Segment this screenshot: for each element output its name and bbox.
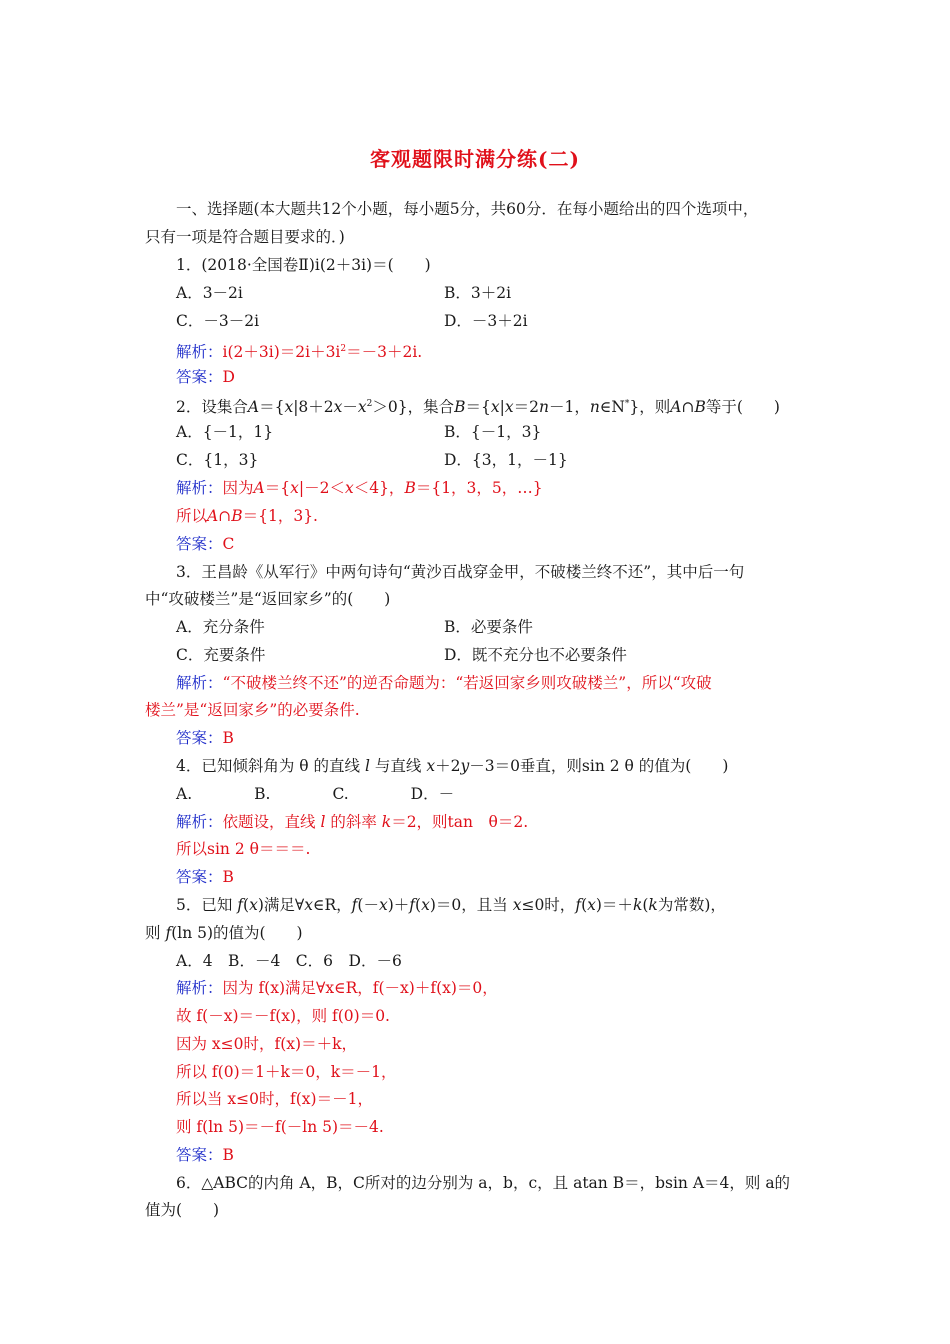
q1-answer-value: D: [222, 368, 235, 386]
answer-label: 答案：: [176, 368, 223, 386]
q5-stem-1: 5．已知 f(x)满足∀x∈R，f(－x)＋f(x)＝0，且当 x≤0时，f(x)＝＋k(k为常数)，: [176, 896, 726, 914]
q2-option-c: C．{1，3}: [176, 451, 259, 469]
q4-answer: 答案：B: [176, 868, 234, 886]
q5-answer: 答案：B: [176, 1146, 234, 1164]
q5-analysis-6: 则 f(ln 5)＝－f(－ln 5)＝－4.: [176, 1118, 384, 1136]
q5-stem-2: 则 f(ln 5)的值为( ): [145, 924, 303, 942]
section-intro-line-1: 一、选择题(本大题共12个小题，每小题5分，共60分．在每小题给出的四个选项中，: [176, 200, 759, 218]
q3-stem-2: 中“攻破楼兰”是“返回家乡”的( ): [145, 590, 391, 608]
q2-answer: 答案：C: [176, 535, 235, 553]
q3-answer: 答案：B: [176, 729, 234, 747]
q1-option-a: A．3－2i: [176, 284, 243, 302]
section-intro-line-2: 只有一项是符合题目要求的．): [145, 228, 345, 246]
q3-analysis-2: 楼兰”是“返回家乡”的必要条件.: [145, 701, 360, 719]
q2-option-a: A．{－1，1}: [176, 423, 274, 441]
q1-option-d: D．－3＋2i: [444, 312, 528, 330]
q2-analysis-2: 所以A∩B＝{1，3}.: [176, 507, 318, 525]
q6-stem-2: 值为( ): [145, 1201, 220, 1219]
q3-option-a: A．充分条件: [176, 618, 265, 636]
q2-analysis-1: 解析：因为A＝{x|－2＜x＜4}，B＝{1，3，5，…}: [176, 479, 543, 497]
q1-stem: 1．(2018·全国卷Ⅱ)i(2＋3i)＝( ): [176, 256, 431, 274]
q5-analysis-5: 所以当 x≤0时，f(x)＝－1，: [176, 1090, 373, 1108]
q5-analysis-2: 故 f(－x)＝－f(x)，则 f(0)＝0.: [176, 1007, 390, 1025]
q1-analysis: [176, 338, 422, 363]
q5-analysis-3: 因为 x≤0时，f(x)＝＋k，: [176, 1035, 357, 1053]
q3-analysis-1: 解析：“不破楼兰终不还”的逆否命题为：“若返回家乡则攻破楼兰”，所以“攻破: [176, 674, 712, 692]
q1-option-b: B．3＋2i: [444, 284, 512, 302]
q2-option-d: D．{3，1，－1}: [444, 451, 568, 469]
q3-option-b: B．必要条件: [444, 618, 533, 636]
q1-answer: [176, 366, 235, 388]
q1-analysis-text: i(2＋3i)＝2i＋3i: [222, 343, 341, 362]
q2-stem: 2．设集合$A=\{x|8+2x-x^2>0\}$，集合B＝{x|x＝2n－1，n∈N*}，则A∩B等于( ): [176, 398, 780, 417]
q6-stem-1: 6．△ABC的内角 A，B，C所对的边分别为 a，b，c，且 atan B＝，bsin A＝4，则 a的: [176, 1174, 791, 1192]
analysis-label: 解析：: [176, 343, 223, 362]
q3-option-d: D．既不充分也不必要条件: [444, 646, 627, 664]
q3-option-c: C．充要条件: [176, 646, 266, 664]
q4-stem: 4．已知倾斜角为 θ 的直线 l 与直线 x＋2y－3＝0垂直，则sin 2 θ 的值为( ): [176, 757, 729, 775]
page-title: 客观题限时满分练(二): [370, 147, 580, 171]
q1-analysis-text-2: ＝－3＋2i.: [346, 343, 423, 362]
q1-analysis-sup: 2: [340, 344, 347, 354]
q4-analysis-2: 所以sin 2 θ＝＝＝.: [176, 840, 311, 858]
q3-stem-1: 3．王昌龄《从军行》中两句诗句“黄沙百战穿金甲，不破楼兰终不还”，其中后一句: [176, 563, 745, 581]
q4-analysis-1: 解析：依题设，直线 l 的斜率 k＝2，则tan θ＝2.: [176, 813, 529, 831]
q5-options: A．4 B．－4 C．6 D．－6: [176, 952, 402, 970]
q4-options: A. B. C. D．－: [176, 785, 455, 803]
q5-analysis-1: 解析：因为 f(x)满足∀x∈R，f(－x)＋f(x)＝0，: [176, 979, 498, 997]
q2-option-b: B．{－1，3}: [444, 423, 542, 441]
q5-analysis-4: 所以 f(0)＝1＋k＝0，k＝－1，: [176, 1063, 397, 1081]
q1-option-c: C．－3－2i: [176, 312, 260, 330]
